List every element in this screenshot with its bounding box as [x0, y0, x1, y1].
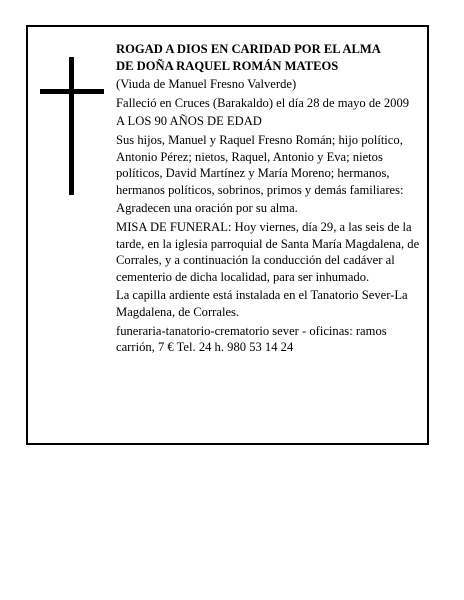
cross-horizontal-bar [40, 89, 104, 94]
heading-line-2: DE DOÑA RAQUEL ROMÁN MATEOS [116, 58, 339, 73]
heading-line-1: ROGAD A DIOS EN CARIDAD POR EL ALMA [116, 42, 381, 56]
age-line: A LOS 90 AÑOS DE EDAD [116, 114, 262, 129]
chapel-location: La capilla ardiente está instalada en el Tanatorio Sever-La Magdalena, de Corrales. [116, 288, 408, 319]
notice-text [116, 41, 426, 358]
prayer-request: Agradecen una oración por su alma. [116, 201, 298, 216]
obituary-notice [26, 25, 429, 445]
cross-vertical-bar [69, 57, 74, 195]
widow-of: (Viuda de Manuel Fresno Valverde) [116, 77, 297, 92]
family-list: Sus hijos, Manuel y Raquel Fresno Román; hijo político, Antonio Pérez; nietos, Raquel, Antonio y Eva; nietos políticos, David Martínez y María Moreno; hermanos, hermanos políticos, sobrinos, primos y demás familiares: [116, 132, 404, 197]
notice-heading [116, 41, 426, 74]
death-date: Falleció en Cruces (Barakaldo) el día 28 de mayo de 2009 [116, 95, 410, 110]
funeral-home-info: funeraria-tanatorio-crematorio sever - oficinas: ramos carrión, 7 € Tel. 24 h. 980 53 14 24 [116, 323, 387, 355]
funeral-mass: MISA DE FUNERAL: Hoy viernes, día 29, a las seis de la tarde, en la iglesia parroquial de Santa María Magdalena, de Corrales, y a continuación la conducción del cadáver al cementerio de dicha localidad, para ser inhumado. [116, 219, 420, 284]
